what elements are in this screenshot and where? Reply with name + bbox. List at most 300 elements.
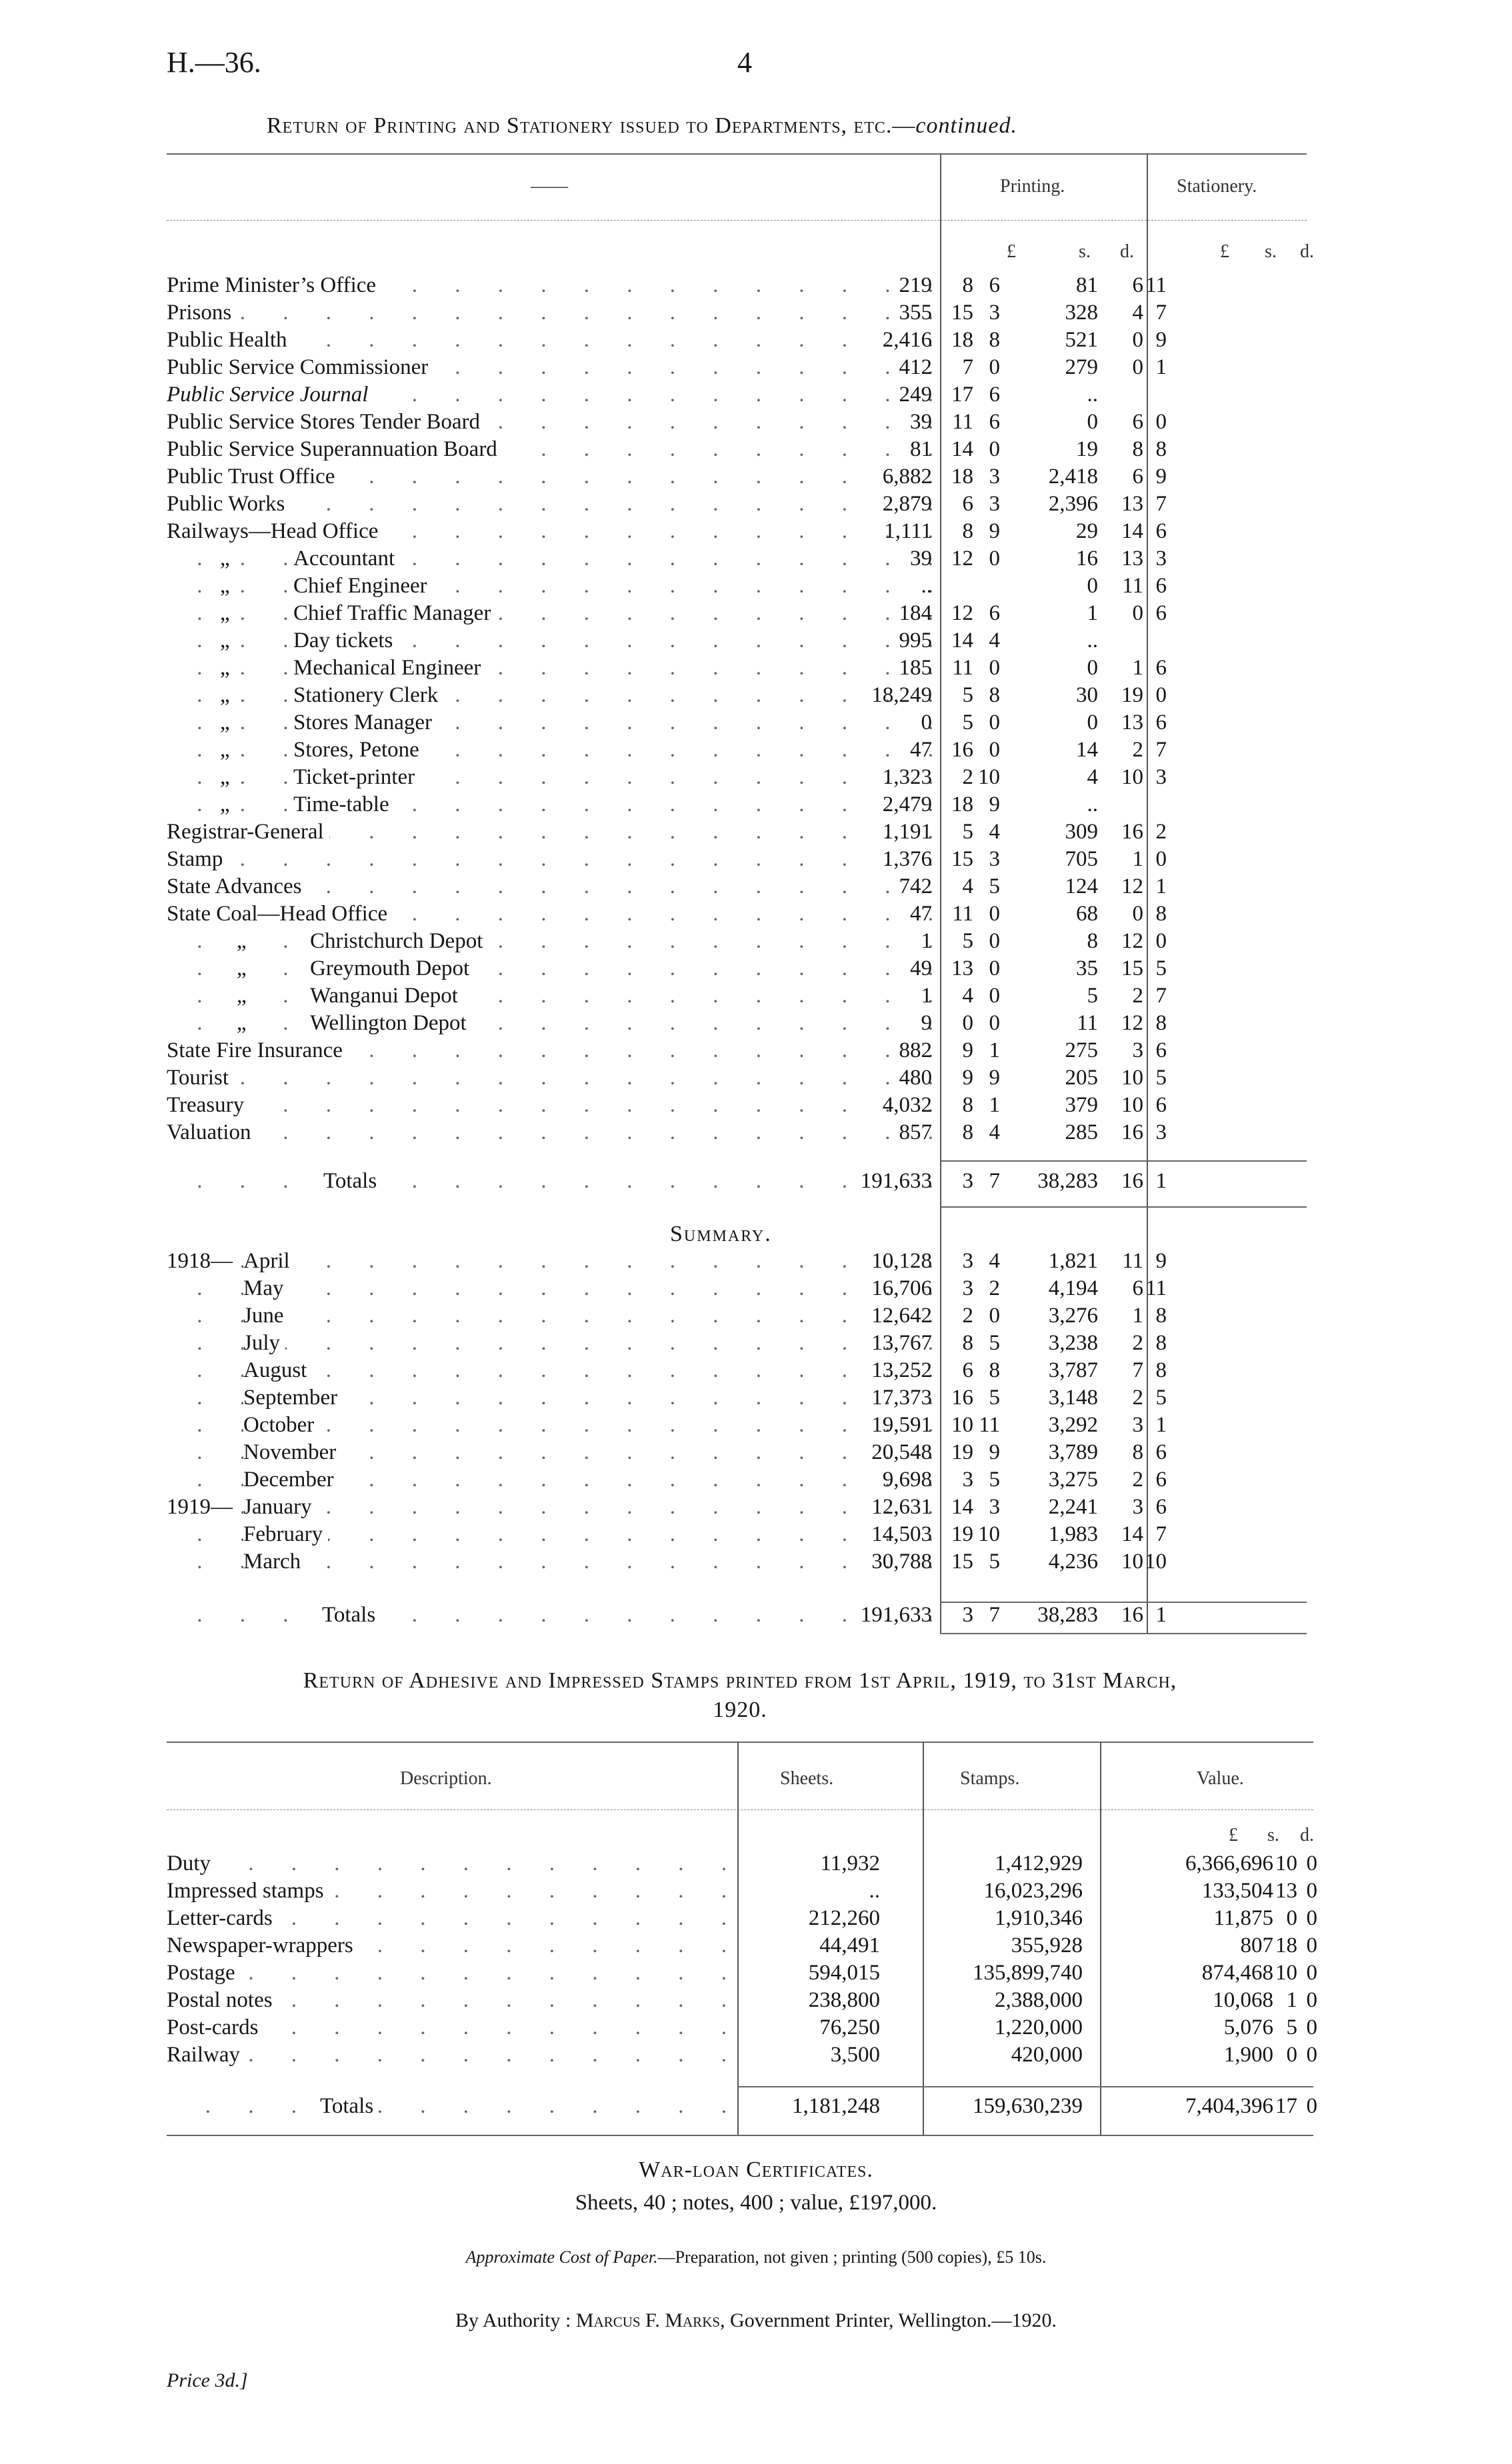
s-shillings: 14 (1121, 1522, 1143, 1546)
p-shillings: 18 (951, 328, 973, 352)
p-pence: 2 (989, 1276, 1000, 1300)
s-pounds: 8 (1087, 929, 1098, 953)
s-pence: 7 (1155, 301, 1167, 325)
stamps-totals-line (167, 2093, 1317, 2120)
row-label: August (243, 1357, 312, 1384)
s-pounds: 5 (1087, 984, 1098, 1008)
s-shillings: 0 (1132, 355, 1143, 379)
blank-column-header: —— (531, 176, 568, 197)
p-pence: 7 (989, 1603, 1000, 1627)
s-pounds: 1,983 (1048, 1522, 1098, 1546)
s-shillings: 3 (1132, 1495, 1143, 1519)
p-shillings: 14 (951, 437, 973, 461)
table-row (167, 518, 1340, 545)
s-shillings: 0 (1132, 902, 1143, 926)
value-shillings: 13 (1275, 1879, 1297, 1903)
leader-dots (167, 1602, 933, 1629)
p-pence: 0 (989, 929, 1000, 953)
s-shillings: 2 (1132, 1331, 1143, 1355)
s-pounds: 14 (1076, 738, 1098, 762)
s-shillings: 1 (1132, 847, 1143, 871)
s-shillings: 14 (1121, 519, 1143, 543)
value-pounds: 6,366,696 (1185, 1851, 1273, 1875)
value-pounds: 874,468 (1201, 1961, 1273, 1985)
leader-dots (167, 627, 933, 654)
p-pence: 3 (989, 465, 1000, 489)
p-shillings: 11 (952, 902, 973, 926)
row-label: State Advances (167, 873, 307, 900)
stamp-row (167, 1959, 1317, 1987)
price: Price 3d.] (167, 2369, 248, 2391)
s-pence: 1 (1155, 355, 1167, 379)
row-label: February (243, 1521, 328, 1548)
s-pounds: 124 (1065, 874, 1098, 898)
p-pounds: 0 (921, 710, 932, 734)
leader-dots (167, 2041, 727, 2069)
s-pounds: 521 (1065, 328, 1098, 352)
p-shillings: 7 (962, 355, 973, 379)
p-pounds: 49 (910, 956, 932, 980)
title-continued: continued. (915, 113, 1017, 138)
row-label: Christchurch Depot (310, 928, 488, 955)
p-pence: 0 (989, 984, 1000, 1008)
p-pence: 5 (989, 1550, 1000, 1574)
value-shillings: 0 (1286, 1906, 1297, 1930)
p-pounds: 191,633 (860, 1169, 932, 1193)
s-pence: 6 (1155, 1038, 1167, 1062)
s-pounds: 35 (1076, 956, 1098, 980)
p-shillings: 10 (951, 1413, 973, 1437)
s-shillings: 0 (1132, 328, 1143, 352)
sheets-value: 76,250 (819, 2015, 880, 2039)
summary-title: Summary. (670, 1222, 772, 1246)
table-row (167, 682, 1340, 709)
s-shillings: 0 (1132, 601, 1143, 625)
leader-dots (167, 573, 933, 600)
s-shillings: 3 (1132, 1413, 1143, 1437)
p-pence: 3 (989, 1495, 1000, 1519)
s-shillings: 12 (1121, 929, 1143, 953)
leader-dots (167, 791, 933, 818)
s-pence: 11 (1145, 1276, 1167, 1300)
p-pounds: 14,503 (871, 1522, 932, 1546)
p-pence: 9 (989, 1066, 1000, 1090)
s-pence: 7 (1155, 492, 1167, 516)
s-pounds: 0 (1087, 710, 1098, 734)
s-pounds: 38,283 (1037, 1603, 1098, 1627)
s-shillings: 16 (1121, 1603, 1143, 1627)
p-shillings: 12 (951, 601, 973, 625)
p-pounds: 39 (910, 547, 932, 571)
s-pounds: 38,283 (1037, 1169, 1098, 1193)
s-shillings: 19 (1121, 683, 1143, 707)
table-row (167, 299, 1340, 327)
leader-dots (167, 846, 933, 873)
s-shillings: 16 (1121, 820, 1143, 844)
p-shillings: 3 (962, 1603, 973, 1627)
s-pence: 6 (1155, 574, 1167, 598)
s-pence: 7 (1155, 738, 1167, 762)
s-shillings: 4 (1132, 301, 1143, 325)
stamps-table-bottom-rule (167, 2135, 1313, 2136)
printer-name: Marcus F. Marks (575, 2309, 721, 2331)
s-shillings: 2 (1132, 738, 1143, 762)
table-row (167, 818, 1340, 846)
table-row (167, 846, 1340, 873)
s-pence: 0 (1155, 410, 1167, 434)
value-pence: 0 (1306, 1851, 1317, 1875)
s-pounds: 19 (1076, 437, 1098, 461)
s-pounds: 275 (1065, 1038, 1098, 1062)
value-shillings-header: s. (1267, 1825, 1279, 1846)
p-pence: 0 (989, 656, 1000, 680)
table-row (167, 463, 1340, 491)
leader-dots (167, 682, 933, 709)
s-pence: 9 (1155, 465, 1167, 489)
totals-line (167, 1168, 1340, 1195)
s-pence: 11 (1145, 273, 1167, 297)
s-shillings: 16 (1121, 1169, 1143, 1193)
totals-top-rule (940, 1160, 1307, 1162)
row-label: October (243, 1412, 319, 1439)
table-row (167, 354, 1340, 381)
row-label: Stores Manager (293, 709, 437, 736)
s-shillings: 3 (1132, 1038, 1143, 1062)
authority-prefix: By Authority : (455, 2309, 571, 2331)
row-label: Public Service Stores Tender Board (167, 409, 485, 436)
value-pounds: 807 (1240, 1933, 1273, 1957)
p-shillings: 8 (962, 519, 973, 543)
row-label: Public Trust Office (167, 463, 340, 491)
description-column-header: Description. (400, 1768, 492, 1789)
p-shillings: 9 (962, 1038, 973, 1062)
row-year: 1918— (167, 1248, 235, 1275)
p-shillings: 14 (951, 628, 973, 652)
row-label: Public Service Superannuation Board (167, 436, 503, 463)
s-pence: 8 (1155, 902, 1167, 926)
p-pence: 5 (989, 1386, 1000, 1410)
row-label: Postage (167, 1959, 241, 1987)
s-pence: 8 (1155, 1358, 1167, 1382)
leader-dots (167, 1959, 727, 1987)
stamps-value: 1,220,000 (995, 2015, 1083, 2039)
p-shillings: 4 (962, 984, 973, 1008)
stationery-shillings-header: s. (1265, 241, 1277, 262)
row-label: Stationery Clerk (293, 682, 443, 709)
sheets-value: 212,260 (808, 1906, 880, 1930)
s-shillings: 6 (1132, 465, 1143, 489)
p-pounds: 9 (921, 1011, 932, 1035)
s-shillings: 1 (1132, 656, 1143, 680)
summary-row (167, 1466, 1340, 1494)
stamps-value: 1,910,346 (995, 1906, 1083, 1930)
p-pence: 0 (989, 738, 1000, 762)
p-pence: 3 (989, 301, 1000, 325)
stamp-row (167, 1932, 1317, 1959)
row-label: Tourist (167, 1064, 234, 1092)
p-shillings: 3 (962, 1468, 973, 1492)
value-pounds-header: £ (1229, 1825, 1238, 1846)
row-label: June (243, 1302, 289, 1330)
s-pounds: 30 (1076, 683, 1098, 707)
row-label: Chief Engineer (293, 573, 433, 600)
row-ditto: „ (220, 709, 230, 736)
value-shillings: 17 (1275, 2094, 1297, 2118)
p-pence: 8 (989, 328, 1000, 352)
value-pounds: 1,900 (1223, 2043, 1273, 2067)
p-pounds: 480 (899, 1066, 932, 1090)
table-row (167, 654, 1340, 682)
p-pence: 4 (989, 628, 1000, 652)
summary-row (167, 1548, 1340, 1576)
p-shillings: 18 (951, 792, 973, 816)
s-pounds: 3,148 (1048, 1386, 1098, 1410)
table-row (167, 1092, 1340, 1119)
p-shillings: 9 (962, 1066, 973, 1090)
p-shillings: 19 (951, 1440, 973, 1464)
table-row (167, 982, 1340, 1010)
approximate-cost (0, 2247, 1512, 2267)
s-pounds: .. (1087, 628, 1098, 652)
value-shillings: 18 (1275, 1933, 1297, 1957)
s-pence: 8 (1155, 1304, 1167, 1328)
summary-row (167, 1275, 1340, 1302)
row-label: Public Service Journal (167, 381, 373, 409)
table-row (167, 1064, 1340, 1092)
row-label: Post-cards (167, 2014, 263, 2041)
p-pence: 10 (978, 765, 1000, 789)
s-shillings: 10 (1121, 1066, 1143, 1090)
p-shillings: 8 (962, 1120, 973, 1144)
s-shillings: 6 (1132, 1276, 1143, 1300)
p-pence: 11 (979, 1413, 1000, 1437)
p-pence: 0 (989, 547, 1000, 571)
printing-pounds-header: £ (1007, 241, 1016, 262)
p-pounds: 20,548 (871, 1440, 932, 1464)
sheets-value: 1,181,248 (792, 2094, 880, 2118)
row-label: Public Works (167, 491, 290, 518)
row-label: November (243, 1439, 341, 1466)
s-pounds: 4,194 (1048, 1276, 1098, 1300)
printing-shillings-header: s. (1079, 241, 1091, 262)
p-pence: 5 (989, 874, 1000, 898)
row-label: May (243, 1275, 289, 1302)
stationery-pence-header: d. (1300, 241, 1314, 262)
stationery-pounds-header: £ (1220, 241, 1229, 262)
p-pounds: 6,882 (882, 465, 932, 489)
s-pence: 1 (1155, 1413, 1167, 1437)
s-shillings: 13 (1121, 492, 1143, 516)
stamps-value: 2,388,000 (995, 1988, 1083, 2012)
s-pounds: 3,292 (1048, 1413, 1098, 1437)
page-title (267, 113, 1017, 139)
stamps-title (167, 1666, 1313, 1725)
war-loan-title: War-loan Certificates. (639, 2157, 873, 2182)
s-pounds: 2,241 (1048, 1495, 1098, 1519)
s-shillings: 6 (1132, 273, 1143, 297)
p-pence: 9 (989, 519, 1000, 543)
p-shillings: 8 (962, 1331, 973, 1355)
row-label: Totals (322, 1602, 381, 1629)
s-pence: 3 (1155, 1120, 1167, 1144)
s-pence: 6 (1155, 1440, 1167, 1464)
p-shillings: 0 (962, 1011, 973, 1035)
value-pence: 0 (1306, 1879, 1317, 1903)
s-pence: 1 (1155, 1169, 1167, 1193)
s-pounds: 0 (1087, 656, 1098, 680)
stamps-title-line1: Return of Adhesive and Impressed Stamps printed from 1st April, 1919, to 31st March, (303, 1668, 1177, 1693)
p-pounds: 191,633 (860, 1603, 932, 1627)
s-pounds: .. (1087, 383, 1098, 407)
s-shillings: 15 (1121, 956, 1143, 980)
s-pence: 6 (1155, 1468, 1167, 1492)
sheets-value: 238,800 (808, 1988, 880, 2012)
p-pence: 9 (989, 792, 1000, 816)
s-pounds: .. (1087, 792, 1098, 816)
p-pounds: 412 (899, 355, 932, 379)
p-shillings: 8 (962, 1093, 973, 1117)
p-pence: 1 (989, 1093, 1000, 1117)
table-row (167, 573, 1340, 600)
s-pence: 6 (1155, 601, 1167, 625)
stamp-row (167, 1905, 1317, 1932)
table-row (167, 873, 1340, 900)
p-pence: 6 (989, 273, 1000, 297)
s-shillings: 13 (1121, 710, 1143, 734)
row-label: December (243, 1466, 339, 1494)
row-ditto: „ (237, 928, 247, 955)
leader-dots (167, 654, 933, 682)
row-label: Public Health (167, 327, 293, 354)
stamp-row (167, 1877, 1317, 1905)
s-shillings: 8 (1132, 1440, 1143, 1464)
row-label: April (243, 1248, 295, 1275)
table-row (167, 736, 1340, 764)
stamps-value: 135,899,740 (973, 1961, 1083, 1985)
p-pence: 0 (989, 710, 1000, 734)
s-pence: 9 (1155, 328, 1167, 352)
row-label: January (243, 1494, 317, 1521)
row-label: Prime Minister’s Office (167, 272, 381, 299)
p-pounds: 882 (899, 1038, 932, 1062)
authority-line (0, 2309, 1512, 2332)
s-pounds: 4 (1087, 765, 1098, 789)
title-main: Return of Printing and Stationery issued to Departments, etc.— (267, 113, 916, 138)
row-year: 1919— (167, 1494, 235, 1521)
p-pounds: 857 (899, 1120, 932, 1144)
p-shillings: 5 (962, 710, 973, 734)
s-pounds: 0 (1087, 574, 1098, 598)
p-pounds: .. (921, 574, 932, 598)
value-shillings: 1 (1286, 1988, 1297, 2012)
table-row (167, 272, 1340, 299)
table-row (167, 491, 1340, 518)
p-pence: 0 (989, 1011, 1000, 1035)
p-pounds: 355 (899, 301, 932, 325)
s-pence: 3 (1155, 547, 1167, 571)
s-pounds: 3,238 (1048, 1331, 1098, 1355)
p-pence: 0 (989, 902, 1000, 926)
p-shillings: 6 (962, 1358, 973, 1382)
s-pounds: 285 (1065, 1120, 1098, 1144)
p-pounds: 13,252 (871, 1358, 932, 1382)
s-pence: 5 (1155, 1066, 1167, 1090)
p-pounds: 13,767 (871, 1331, 932, 1355)
sheets-column-header: Sheets. (780, 1768, 834, 1789)
s-pounds: 705 (1065, 847, 1098, 871)
s-pence: 0 (1155, 847, 1167, 871)
sheets-value: .. (869, 1879, 880, 1903)
p-shillings: 16 (951, 1386, 973, 1410)
stamps-value: 1,412,929 (995, 1851, 1083, 1875)
leader-dots (167, 2093, 727, 2120)
table-row (167, 327, 1340, 354)
leader-dots (167, 955, 933, 982)
p-shillings: 5 (962, 929, 973, 953)
p-pounds: 39 (910, 410, 932, 434)
stamps-title-line2: 1920. (713, 1698, 767, 1722)
row-ditto: „ (220, 791, 230, 818)
p-pounds: 185 (899, 656, 932, 680)
table-row (167, 1037, 1340, 1064)
s-pounds: 81 (1076, 273, 1098, 297)
p-shillings: 11 (952, 656, 973, 680)
s-pence: 1 (1155, 1603, 1167, 1627)
p-pounds: 2,416 (882, 328, 932, 352)
p-pence: 7 (989, 1169, 1000, 1193)
row-label: Chief Traffic Manager (293, 600, 496, 627)
p-shillings: 3 (962, 1169, 973, 1193)
printing-pence-header: d. (1120, 241, 1134, 262)
p-pounds: 12,631 (871, 1495, 932, 1519)
row-label: State Fire Insurance (167, 1037, 348, 1064)
p-pounds: 2,879 (882, 492, 932, 516)
row-label: September (243, 1384, 343, 1412)
s-pence: 0 (1155, 929, 1167, 953)
summary-totals-bottom-rule (940, 1633, 1307, 1634)
table-top-rule (167, 153, 1307, 155)
leader-dots (167, 299, 933, 327)
s-pounds: 379 (1065, 1093, 1098, 1117)
totals-bottom-rule (940, 1206, 1307, 1208)
table-row (167, 436, 1340, 463)
summary-row (167, 1248, 1340, 1275)
stamps-count-column-header: Stamps. (960, 1768, 1020, 1789)
table-row (167, 409, 1340, 436)
p-pounds: 1 (921, 929, 932, 953)
p-pounds: 47 (910, 738, 932, 762)
p-pence: 0 (989, 956, 1000, 980)
s-pounds: 3,789 (1048, 1440, 1098, 1464)
row-ditto: „ (220, 573, 230, 600)
value-shillings: 0 (1286, 2043, 1297, 2067)
row-label: Totals (320, 2093, 379, 2120)
s-pence: 6 (1155, 1093, 1167, 1117)
row-label: Railways—Head Office (167, 518, 383, 545)
summary-row (167, 1521, 1340, 1548)
s-pounds: 309 (1065, 820, 1098, 844)
p-shillings: 15 (951, 301, 973, 325)
row-label: Valuation (167, 1119, 256, 1146)
stamps-value: 420,000 (1011, 2043, 1083, 2067)
s-pence: 10 (1145, 1550, 1167, 1574)
row-ditto: „ (220, 627, 230, 654)
s-pounds: 1 (1087, 601, 1098, 625)
p-pounds: 47 (910, 902, 932, 926)
row-label: Ticket-printer (293, 764, 420, 791)
row-label: Prisons (167, 299, 237, 327)
stamp-row (167, 2041, 1317, 2069)
